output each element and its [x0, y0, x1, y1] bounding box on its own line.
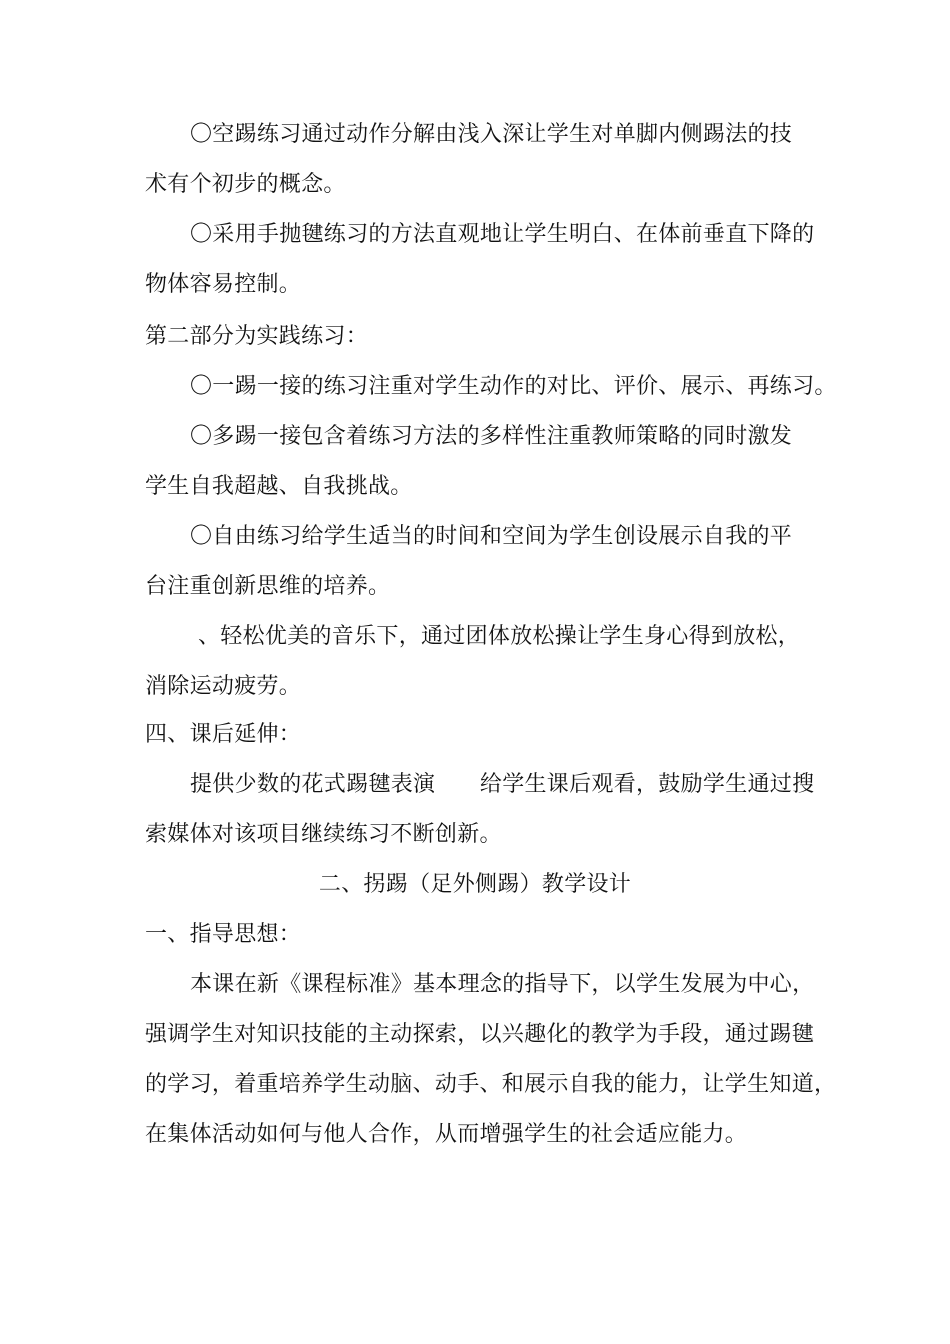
paragraph-line: 学生自我超越、自我挑战。 — [145, 474, 413, 499]
paragraph-line: 、轻松优美的音乐下，通过团体放松操让学生身心得到放松， — [198, 624, 801, 649]
paragraph-line: 〇空踢练习通过动作分解由浅入深让学生对单脚内侧踢法的技 — [190, 122, 793, 147]
paragraph-line: 术有个初步的概念。 — [145, 172, 346, 197]
section-heading: 一、指导思想： — [145, 922, 302, 947]
paragraph-line: 提供少数的花式踢毽表演 给学生课后观看，鼓励学生通过搜 — [190, 772, 815, 797]
document-title: 二、拐踢（足外侧踢）教学设计 — [318, 872, 632, 897]
paragraph-line: 〇多踢一接包含着练习方法的多样性注重教师策略的同时激发 — [190, 424, 793, 449]
section-heading: 第二部分为实践练习： — [145, 324, 369, 349]
paragraph-line: 索媒体对该项目继续练习不断创新。 — [145, 822, 502, 847]
paragraph-line: 〇自由练习给学生适当的时间和空间为学生创设展示自我的平 — [190, 524, 793, 549]
paragraph-line: 〇一踢一接的练习注重对学生动作的对比、评价、展示、再练习。 — [190, 374, 837, 399]
paragraph-line: 〇采用手抛毽练习的方法直观地让学生明白、在体前垂直下降的 — [190, 222, 815, 247]
section-heading: 四、课后延伸： — [145, 722, 302, 747]
paragraph-line: 在集体活动如何与他人合作，从而增强学生的社会适应能力。 — [145, 1122, 748, 1147]
paragraph-line: 物体容易控制。 — [145, 272, 302, 297]
paragraph-line: 消除运动疲劳。 — [145, 674, 302, 699]
paragraph-line: 的学习，着重培养学生动脑、动手、和展示自我的能力，让学生知道， — [145, 1072, 837, 1097]
paragraph-line: 本课在新《课程标准》基本理念的指导下，以学生发展为中心， — [190, 972, 815, 997]
paragraph-line: 强调学生对知识技能的主动探索，以兴趣化的教学为手段，通过踢毽 — [145, 1022, 815, 1047]
paragraph-line: 台注重创新思维的培养。 — [145, 574, 391, 599]
